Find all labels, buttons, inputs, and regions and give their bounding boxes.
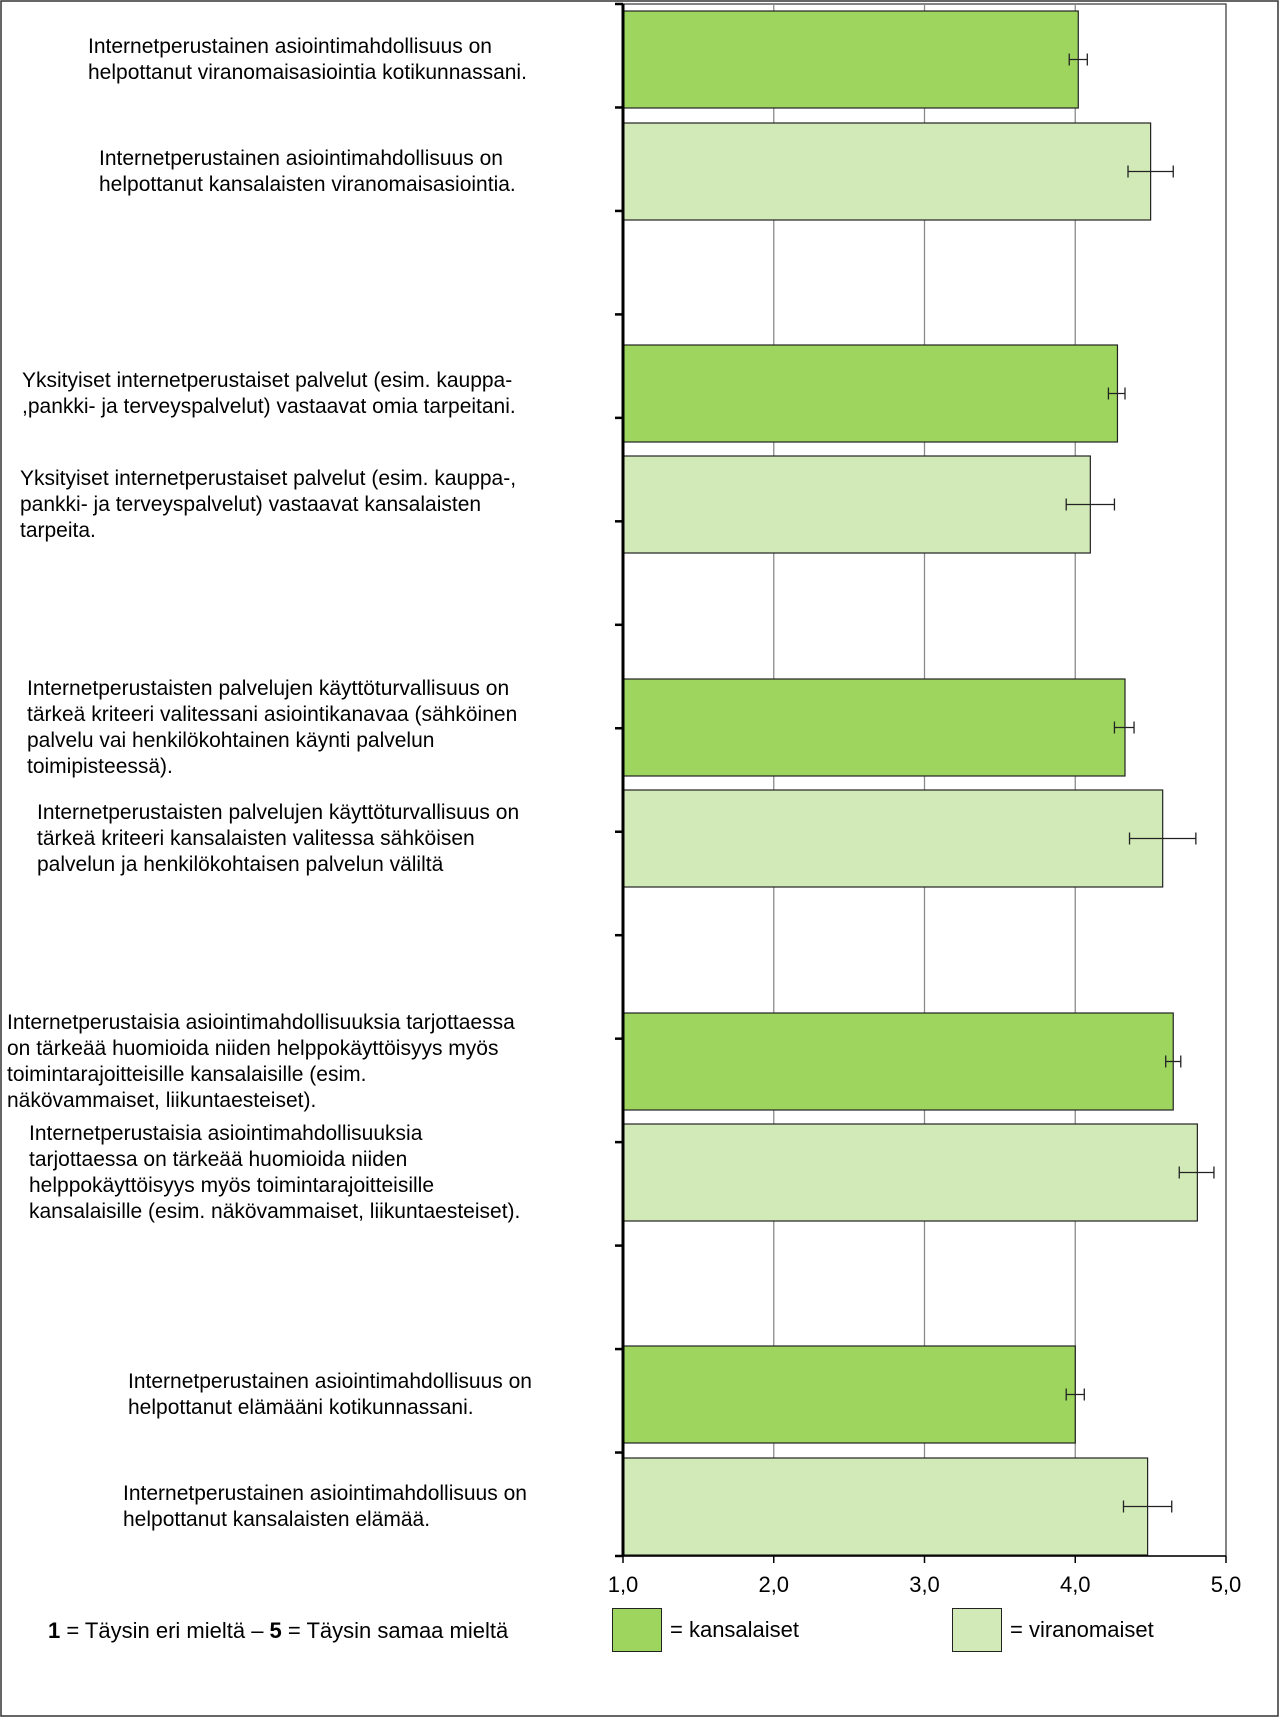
category-label-line: Yksityiset internetperustaiset palvelut (esim. kauppa- — [22, 369, 513, 392]
category-label-line: helpottanut viranomaisasiointia kotikunnassani. — [88, 61, 527, 84]
bar-kansalaiset — [623, 679, 1125, 776]
category-label — [29, 1121, 520, 1225]
category-label-line: toimipisteessä). — [27, 755, 173, 778]
category-label — [123, 1481, 527, 1533]
scale-low-number: 1 — [48, 1618, 61, 1643]
bar-kansalaiset — [623, 345, 1117, 442]
bar-kansalaiset — [623, 11, 1078, 108]
legend-label-kansalaiset: = kansalaiset — [670, 1617, 800, 1642]
category-label — [99, 146, 516, 198]
category-label-line: ,pankki- ja terveyspalvelut) vastaavat omia tarpeitani. — [22, 395, 516, 418]
bar-kansalaiset — [623, 1346, 1075, 1443]
category-label-line: helpottanut kansalaisten viranomaisasiointia. — [99, 173, 516, 196]
bar-viranomaiset — [623, 123, 1151, 220]
category-label-line: toimintarajoitteisille kansalaisille (esim. — [7, 1063, 367, 1086]
x-tick-label: 3,0 — [909, 1572, 940, 1597]
category-label-line: Yksityiset internetperustaiset palvelut (esim. kauppa-, — [20, 467, 517, 490]
category-label — [20, 466, 516, 544]
x-tick-label: 4,0 — [1059, 1572, 1091, 1597]
category-label-line: Internetperustainen asiointimahdollisuus on — [88, 35, 492, 58]
category-label-line: helpottanut elämääni kotikunnassani. — [128, 1396, 474, 1419]
category-label-line: näkövammaiset, liikuntaesteiset). — [7, 1089, 317, 1112]
x-tick-label: 1,0 — [607, 1572, 639, 1597]
category-label-line: tarpeita. — [20, 519, 96, 542]
category-label-line: tarjottaessa on tärkeää huomioida niiden — [29, 1148, 408, 1171]
category-label-line: Internetperustaisten palvelujen käyttöturvallisuus on — [27, 677, 510, 700]
bar-viranomaiset — [623, 1124, 1197, 1221]
scale-footnote — [48, 1618, 508, 1644]
category-label-line: palvelun ja henkilökohtaisen palvelun väliltä — [37, 853, 444, 876]
category-label-line: tärkeä kriteeri kansalaisten valitessa sähköisen — [37, 827, 475, 850]
x-tick-label: 5,0 — [1210, 1572, 1242, 1597]
category-label — [22, 368, 516, 420]
legend-swatch-kansalaiset — [612, 1608, 662, 1652]
category-label-line: Internetperustainen asiointimahdollisuus on — [99, 147, 503, 170]
category-label — [128, 1369, 532, 1421]
category-label — [27, 676, 517, 780]
category-label-line: Internetperustaisia asiointimahdollisuuksia — [29, 1122, 423, 1145]
category-label-line: palvelu vai henkilökohtainen käynti palvelun — [27, 729, 435, 752]
legend-label-viranomaiset: = viranomaiset — [1010, 1617, 1154, 1642]
category-label-line: tärkeä kriteeri valitessani asiointikanavaa (sähköinen — [27, 703, 518, 726]
category-label-line: Internetperustaisia asiointimahdollisuuksia tarjottaessa — [7, 1011, 515, 1034]
category-label — [88, 34, 527, 86]
category-label-line: Internetperustainen asiointimahdollisuus on — [128, 1370, 532, 1393]
category-label-line: helpottanut kansalaisten elämää. — [123, 1508, 431, 1531]
category-label-line: pankki- ja terveyspalvelut) vastaavat kansalaisten — [20, 493, 482, 516]
plot-area — [608, 4, 1242, 1597]
scale-high-text: = Täysin samaa mieltä — [281, 1618, 509, 1643]
category-label-line: helppokäyttöisyys myös toimintarajoitteisille — [29, 1174, 434, 1197]
category-label-line: Internetperustainen asiointimahdollisuus on — [123, 1482, 527, 1505]
bar-viranomaiset — [623, 1458, 1148, 1555]
category-label-line: kansalaisille (esim. näkövammaiset, liikuntaesteiset). — [29, 1200, 521, 1223]
category-label — [37, 800, 519, 878]
bar-viranomaiset — [623, 456, 1090, 553]
legend-item-kansalaiset — [612, 1607, 799, 1653]
x-tick-label: 2,0 — [758, 1572, 790, 1597]
scale-low-text: = Täysin eri mieltä – — [60, 1618, 270, 1643]
category-label-line: Internetperustaisten palvelujen käyttöturvallisuus on — [37, 801, 520, 824]
scale-high-number: 5 — [269, 1618, 282, 1643]
legend-swatch-viranomaiset — [952, 1608, 1002, 1652]
category-label-line: on tärkeää huomioida niiden helppokäyttöisyys myös — [7, 1037, 499, 1060]
bar-kansalaiset — [623, 1013, 1173, 1110]
bar-viranomaiset — [623, 790, 1163, 887]
legend-item-viranomaiset — [952, 1607, 1154, 1653]
category-label — [7, 1010, 515, 1114]
